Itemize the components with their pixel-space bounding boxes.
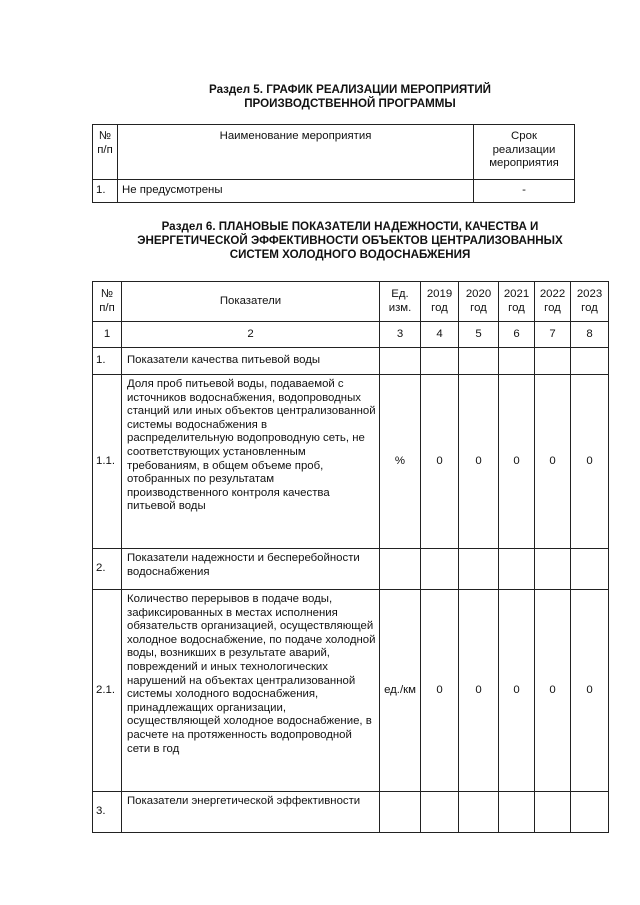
col-number: 1 xyxy=(93,322,122,348)
table-header-row xyxy=(93,125,575,180)
row-text: Показатели надежности и бесперебойности водоснабжения xyxy=(122,549,380,590)
header-num: № п/п xyxy=(93,125,118,180)
row-unit: ед./км xyxy=(380,590,421,792)
row-text: Количество перерывов в подаче воды, зафиксированных в местах исполнения обязательств организацией, осуществляющей холодное водоснабжение, по подаче холодной воды, возникших в результате аварий, повреждений и иных технологических нарушений на объектах централизованной системы холодного водоснабжения, принадлежащих организации, осуществляющей холодное водоснабжение, в расчете на протяженность водопроводной сети в год xyxy=(122,590,380,792)
row-num: 1.1. xyxy=(93,375,122,549)
row-num: 1. xyxy=(93,348,122,375)
header-name: Наименование мероприятия xyxy=(118,125,474,180)
row-value-2023: 0 xyxy=(571,375,609,549)
header-year-2022: 2022 год xyxy=(535,282,571,322)
section6-table xyxy=(92,281,609,833)
section5-title-line2: ПРОИЗВОДСТВЕННОЙ ПРОГРАММЫ xyxy=(244,97,456,110)
header-num: № п/п xyxy=(93,282,122,322)
row-value-2022: 0 xyxy=(535,375,571,549)
row-value-2019: 0 xyxy=(421,590,459,792)
column-number-row xyxy=(93,322,609,348)
row-value-2021: 0 xyxy=(499,375,535,549)
table-row xyxy=(93,549,609,590)
section5-table xyxy=(92,124,575,203)
row-num: 1. xyxy=(93,180,118,203)
col-number: 6 xyxy=(499,322,535,348)
row-value-2021: 0 xyxy=(499,590,535,792)
row-num: 3. xyxy=(93,792,122,833)
table-header-row xyxy=(93,282,609,322)
section6-title-line2: ЭНЕРГЕТИЧЕСКОЙ ЭФФЕКТИВНОСТИ ОБЪЕКТОВ ЦЕНТРАЛИЗОВАННЫХ xyxy=(137,234,563,247)
row-unit: % xyxy=(380,375,421,549)
row-text: Показатели качества питьевой воды xyxy=(122,348,380,375)
header-year-2019: 2019 год xyxy=(421,282,459,322)
table-row xyxy=(93,375,609,549)
row-num: 2. xyxy=(93,549,122,590)
row-text: Показатели энергетической эффективности xyxy=(122,792,380,833)
header-year-2020: 2020 год xyxy=(459,282,499,322)
header-unit: Ед. изм. xyxy=(380,282,421,322)
header-year-2021: 2021 год xyxy=(499,282,535,322)
col-number: 5 xyxy=(459,322,499,348)
row-value-2020: 0 xyxy=(459,375,499,549)
header-year-2023: 2023 год xyxy=(571,282,609,322)
row-value-2022: 0 xyxy=(535,590,571,792)
col-number: 8 xyxy=(571,322,609,348)
row-num: 2.1. xyxy=(93,590,122,792)
row-term: - xyxy=(474,180,575,203)
section5-title xyxy=(90,83,610,111)
section6-title-line3: СИСТЕМ ХОЛОДНОГО ВОДОСНАБЖЕНИЯ xyxy=(229,248,471,261)
col-number: 4 xyxy=(421,322,459,348)
row-value-2019: 0 xyxy=(421,375,459,549)
col-number: 7 xyxy=(535,322,571,348)
table-row xyxy=(93,180,575,203)
row-text: Доля проб питьевой воды, подаваемой с источников водоснабжения, водопроводных станций или иных объектов централизованной системы водоснабжения в распределительную водопроводную сеть, не соответствующих установленным требованиям, в общем объеме проб, отобранных по результатам производственного контроля качества питьевой воды xyxy=(122,375,380,549)
table-row xyxy=(93,792,609,833)
section6-title xyxy=(90,220,610,262)
header-term: Срок реализации мероприятия xyxy=(474,125,575,180)
section5-title-line1: Раздел 5. ГРАФИК РЕАЛИЗАЦИИ МЕРОПРИЯТИЙ xyxy=(208,83,492,96)
col-number: 3 xyxy=(380,322,421,348)
row-value-2023: 0 xyxy=(571,590,609,792)
table-row xyxy=(93,348,609,375)
header-indicator: Показатели xyxy=(122,282,380,322)
section6-title-line1: Раздел 6. ПЛАНОВЫЕ ПОКАЗАТЕЛИ НАДЕЖНОСТИ, КАЧЕСТВА И xyxy=(161,220,539,233)
row-name: Не предусмотрены xyxy=(118,180,474,203)
col-number: 2 xyxy=(122,322,380,348)
table-row xyxy=(93,590,609,792)
row-value-2020: 0 xyxy=(459,590,499,792)
